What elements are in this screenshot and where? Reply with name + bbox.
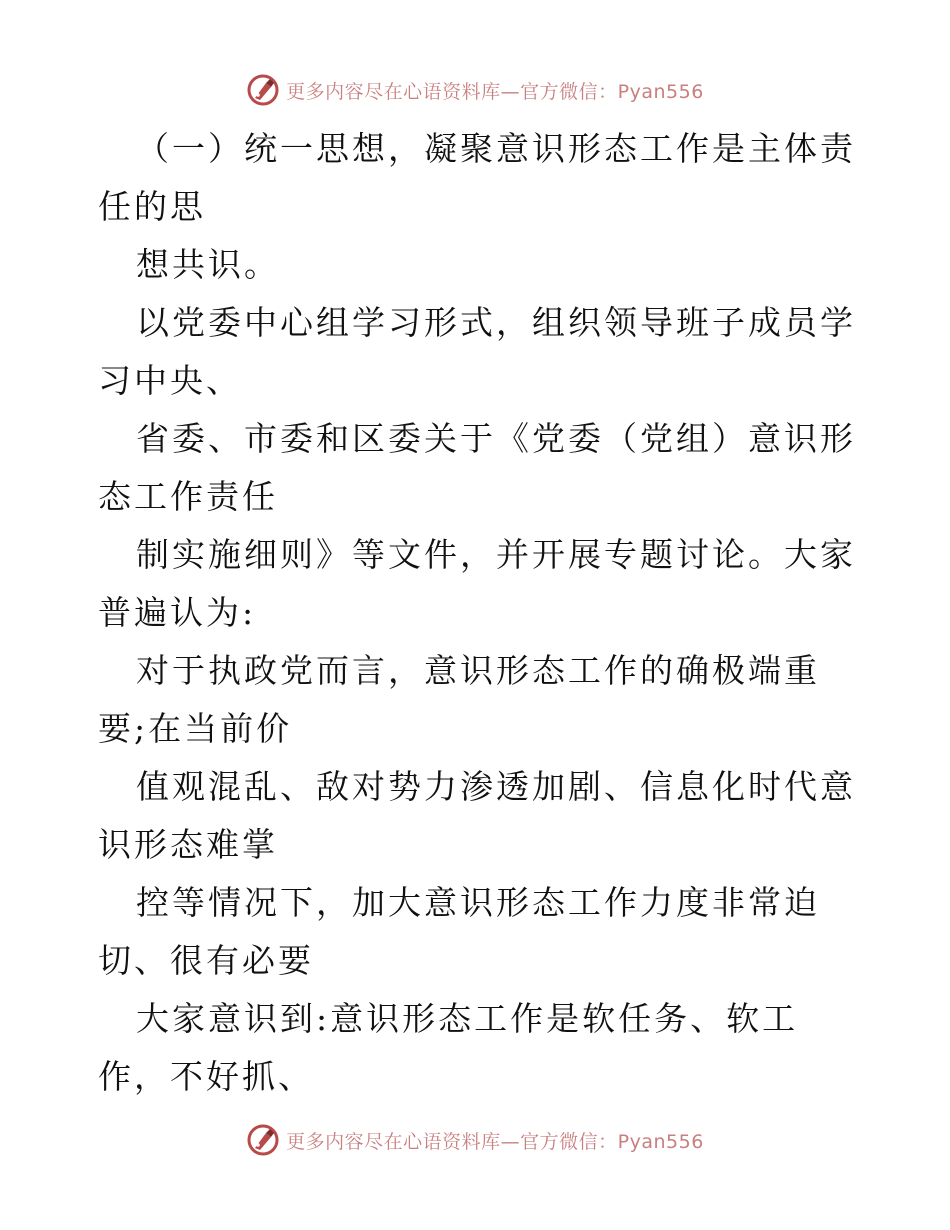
paragraph: 值观混乱、敌对势力渗透加剧、信息化时代意识形态难掌: [98, 767, 856, 864]
paragraph: 想共识。: [136, 245, 280, 284]
footer-banner: [0, 1120, 950, 1160]
paragraph: 省委、市委和区委关于《党委（党组）意识形态工作责任: [98, 419, 856, 516]
header-banner: [0, 70, 950, 110]
document-body: [98, 120, 858, 1106]
paragraph: （一）统一思想，凝聚意识形态工作是主体责任的思: [98, 129, 856, 226]
paragraph: 对于执政党而言，意识形态工作的确极端重要;在当前价: [98, 651, 820, 748]
paragraph: 以党委中心组学习形式，组织领导班子成员学习中央、: [98, 303, 856, 400]
footer-banner-text: 更多内容尽在心语资料库—官方微信：Pyan556: [286, 1130, 704, 1153]
header-banner-text: 更多内容尽在心语资料库—官方微信：Pyan556: [286, 80, 704, 103]
paragraph: 大家意识到:意识形态工作是软任务、软工作，不好抓、: [98, 999, 799, 1096]
paragraph: 控等情况下，加大意识形态工作力度非常迫切、很有必要: [98, 883, 820, 980]
pen-nib-logo-icon: [246, 1123, 280, 1157]
pen-nib-logo-icon: [246, 73, 280, 107]
paragraph: 制实施细则》等文件，并开展专题讨论。大家普遍认为:: [98, 535, 856, 632]
